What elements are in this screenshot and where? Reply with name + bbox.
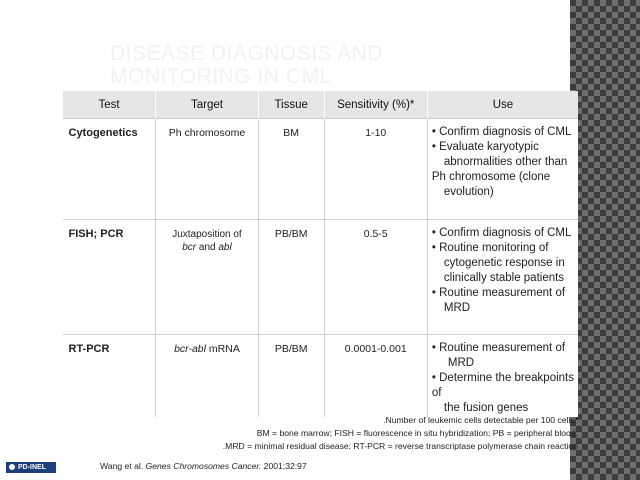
sensitivity-cell: 0.5-5 [324, 220, 427, 335]
table-row [63, 220, 579, 335]
header-tissue: Tissue [258, 91, 324, 119]
table-header-row [63, 91, 579, 119]
citation-journal: Genes Chromosomes Cancer. [145, 461, 262, 471]
test-cell: RT-PCR [63, 335, 156, 418]
header-sensitivity: Sensitivity (%)* [324, 91, 427, 119]
table-row [63, 119, 579, 220]
use-line: clinically stable patients [443, 272, 565, 284]
tissue-cell: PB/BM [258, 220, 324, 335]
use-line: of [431, 387, 442, 399]
gene-name: bcr-abl [174, 343, 206, 355]
slide-title: DISEASE DIAGNOSIS AND MONITORING IN CML [110, 42, 384, 88]
tissue-cell: PB/BM [258, 335, 324, 418]
citation-details: 2001;32:97 [261, 461, 307, 471]
footnote: BM = bone marrow; FISH = fluorescence in situ hybridization; PB = peripheral blood; [256, 428, 578, 438]
sensitivity-cell: 0.0001-0.001 [324, 335, 427, 418]
use-line: evolution) [443, 186, 494, 198]
use-line: MRD [447, 357, 475, 369]
use-line: • Determine the breakpoints [431, 372, 574, 384]
header-use: Use [427, 91, 578, 119]
footnote: .Number of leukemic cells detectable per 100 cells* [383, 415, 578, 425]
sensitivity-cell: 1-10 [324, 119, 427, 220]
citation-authors: Wang et al. [100, 461, 146, 471]
publisher-logo [6, 462, 56, 473]
target-cell: Ph chromosome [156, 119, 259, 220]
use-line: Ph chromosome (clone [431, 171, 551, 183]
header-test: Test [63, 91, 156, 119]
citation [100, 461, 307, 471]
tissue-cell: BM [258, 119, 324, 220]
use-line: • Confirm diagnosis of CML [431, 227, 572, 239]
footnotes [98, 414, 578, 453]
target-cell [156, 220, 259, 335]
gene-name: abl [218, 242, 232, 253]
use-cell [427, 220, 578, 335]
use-line: cytogenetic response in [443, 257, 565, 269]
use-line: • Routine monitoring of [431, 242, 549, 254]
table-row [63, 335, 579, 418]
logo-text: PD-INEL [18, 464, 46, 471]
use-line: • Routine measurement of [431, 342, 566, 354]
target-cell [156, 335, 259, 418]
use-line: • Evaluate karyotypic [431, 141, 539, 153]
use-line: the fusion genes [443, 402, 529, 414]
target-text: and [196, 242, 219, 253]
header-target: Target [156, 91, 259, 119]
use-cell [427, 335, 578, 418]
target-text: Juxtaposition of [172, 229, 242, 240]
test-cell: Cytogenetics [63, 119, 156, 220]
logo-icon [9, 464, 15, 470]
target-text: mRNA [205, 343, 240, 355]
test-cell: FISH; PCR [63, 220, 156, 335]
use-line: • Routine measurement of [431, 287, 566, 299]
decorative-pattern [570, 0, 640, 480]
use-line: MRD [443, 302, 471, 314]
use-cell [427, 119, 578, 220]
use-line: abnormalities other than [443, 156, 568, 168]
use-line: • Confirm diagnosis of CML [431, 126, 572, 138]
footnote: .MRD = minimal residual disease; RT-PCR = reverse transcriptase polymerase chain reaction [222, 441, 578, 451]
gene-name: bcr [182, 242, 197, 253]
diagnosis-table [62, 91, 578, 417]
